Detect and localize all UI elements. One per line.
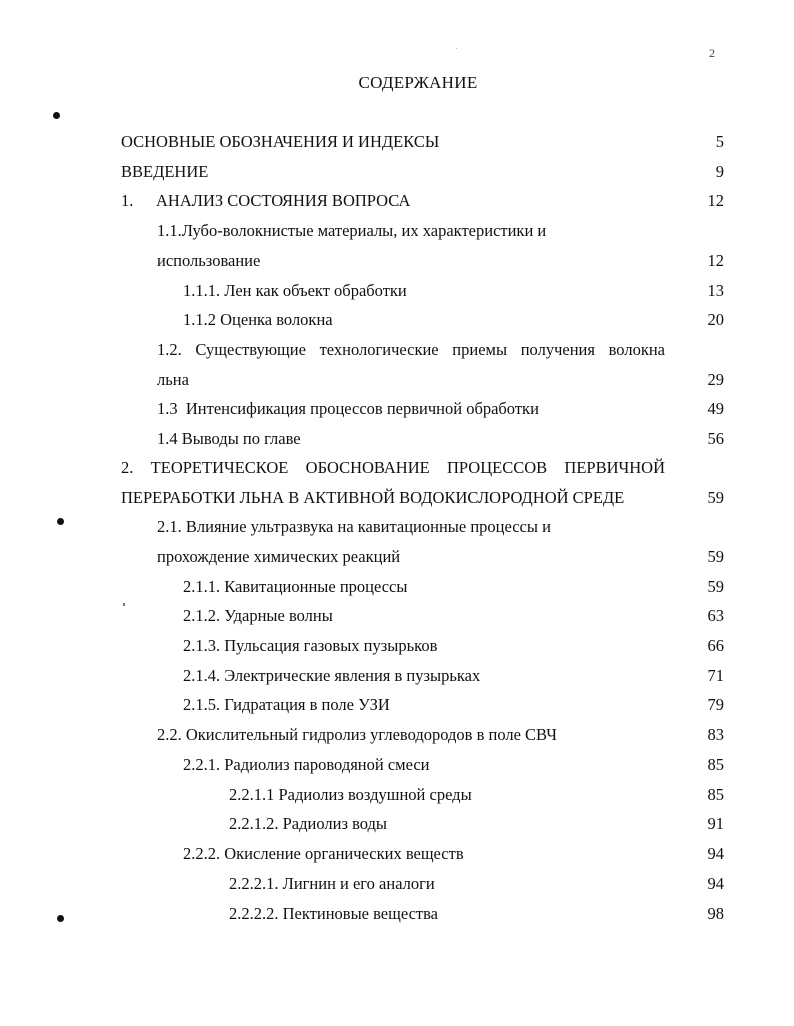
toc-entry-title: 2.2.2. Окисление органических веществ xyxy=(183,844,464,863)
toc-entry-page: 98 xyxy=(707,904,724,923)
toc-entry-title[interactable]: 1.1.Лубо-волокнистые материалы, их характеристики и xyxy=(157,221,547,240)
toc-entry[interactable] xyxy=(121,161,724,183)
toc-entry[interactable] xyxy=(183,605,724,627)
toc-entry-page: 85 xyxy=(707,755,724,774)
toc-entry-page: 59 xyxy=(707,488,724,507)
toc-entry[interactable] xyxy=(121,190,724,212)
toc-entry-page: 56 xyxy=(707,429,724,448)
toc-entry[interactable] xyxy=(157,546,724,568)
toc-entry-number: 1. xyxy=(121,191,134,210)
toc-entry[interactable] xyxy=(229,873,724,895)
toc-entry-page: 83 xyxy=(707,725,724,744)
toc-entry-title: 2.1.5. Гидратация в поле УЗИ xyxy=(183,695,390,714)
toc-entry-page: 9 xyxy=(715,162,724,181)
toc-entry[interactable] xyxy=(157,724,724,746)
toc-entry-page: 13 xyxy=(707,281,724,300)
toc-entry-page: 12 xyxy=(707,251,724,270)
toc-entry-page: 12 xyxy=(707,191,724,210)
toc-entry-page: 59 xyxy=(707,577,724,596)
toc-entry-page: 5 xyxy=(715,132,724,151)
toc-entry-title: 2.1.4. Электрические явления в пузырьках xyxy=(183,666,481,685)
toc-entry-title: 2.2. Окислительный гидролиз углеводородов в поле СВЧ xyxy=(157,725,557,744)
toc-entry-title: 1.1.1. Лен как объект обработки xyxy=(183,281,407,300)
toc-entry-title: 2.1.1. Кавитационные процессы xyxy=(183,577,408,596)
toc-entry-title-cont: льна xyxy=(157,370,189,389)
toc-entry-title: 2.2.1. Радиолиз пароводяной смеси xyxy=(183,755,430,774)
toc-entry[interactable] xyxy=(229,813,724,835)
toc-entry-page: 85 xyxy=(707,785,724,804)
toc-entry[interactable] xyxy=(121,131,724,153)
toc-entry[interactable] xyxy=(183,843,724,865)
toc-entry-page: 94 xyxy=(707,874,724,893)
toc-entry-page: 71 xyxy=(707,666,724,685)
toc-entry-title: 2.2.1.1 Радиолиз воздушной среды xyxy=(229,785,472,804)
toc-entry[interactable] xyxy=(183,754,724,776)
toc-entry[interactable] xyxy=(183,309,724,331)
toc-entry-title-cont: прохождение химических реакций xyxy=(157,547,401,566)
toc-entry[interactable] xyxy=(157,398,724,420)
toc-entry-title: 2.1.3. Пульсация газовых пузырьков xyxy=(183,636,438,655)
toc-entry-page: 59 xyxy=(707,547,724,566)
toc-entry-title[interactable]: 2. ТЕОРЕТИЧЕСКОЕ ОБОСНОВАНИЕ ПРОЦЕССОВ ПЕРВИЧНОЙ xyxy=(121,458,665,477)
toc-entry-page: 49 xyxy=(707,399,724,418)
page-title: СОДЕРЖАНИЕ xyxy=(358,73,478,92)
toc-entry-title-cont: ПЕРЕРАБОТКИ ЛЬНА В АКТИВНОЙ ВОДОКИСЛОРОДНОЙ СРЕДЕ xyxy=(121,488,625,507)
toc-entry-page: 66 xyxy=(707,636,724,655)
toc-entry-page: 63 xyxy=(707,606,724,625)
toc-entry-title: 1.1.2 Оценка волокна xyxy=(183,310,333,329)
toc-entry-title[interactable]: 2.1. Влияние ультразвука на кавитационные процессы и xyxy=(157,517,551,536)
toc-entry[interactable] xyxy=(183,665,724,687)
binder-hole-mark xyxy=(57,518,64,525)
toc-entry-page: 94 xyxy=(707,844,724,863)
toc-entry-page: 29 xyxy=(707,370,724,389)
toc-entry-title: 1.3 Интенсификация процессов первичной обработки xyxy=(157,399,539,418)
toc-entry[interactable] xyxy=(229,903,724,925)
toc-entry-title: ОСНОВНЫЕ ОБОЗНАЧЕНИЯ И ИНДЕКСЫ xyxy=(121,132,440,151)
toc-entry[interactable] xyxy=(121,487,724,509)
toc-entry-title[interactable]: 1.2. Существующие технологические приемы получения волокна xyxy=(157,340,665,359)
toc-entry[interactable] xyxy=(183,694,724,716)
toc-entry-title: 1.4 Выводы по главе xyxy=(157,429,301,448)
toc-entry-page: 20 xyxy=(707,310,724,329)
toc-entry-title: 2.2.2.1. Лигнин и его аналоги xyxy=(229,874,435,893)
toc-entry-title: 2.2.2.2. Пектиновые вещества xyxy=(229,904,438,923)
toc-entry-page: 91 xyxy=(707,814,724,833)
toc-entry[interactable] xyxy=(157,369,724,391)
page-number: 2 xyxy=(709,46,715,60)
toc-entry-page: 79 xyxy=(707,695,724,714)
toc-entry-title: ВВЕДЕНИЕ xyxy=(121,162,209,181)
binder-hole-mark xyxy=(57,915,64,922)
binder-hole-mark xyxy=(53,112,60,119)
toc-entry[interactable] xyxy=(183,280,724,302)
toc-entry[interactable] xyxy=(157,250,724,272)
toc-entry[interactable] xyxy=(229,784,724,806)
toc-entry-title: 2.1.2. Ударные волны xyxy=(183,606,333,625)
scan-speck xyxy=(456,48,457,49)
toc-entry-title: 2.2.1.2. Радиолиз воды xyxy=(229,814,388,833)
scan-speck xyxy=(123,603,125,606)
toc-entry[interactable] xyxy=(157,428,724,450)
toc-entry[interactable] xyxy=(183,576,724,598)
toc-entry-title: АНАЛИЗ СОСТОЯНИЯ ВОПРОСА xyxy=(156,191,411,210)
toc-entry-title-cont: использование xyxy=(157,251,261,270)
toc-entry[interactable] xyxy=(183,635,724,657)
